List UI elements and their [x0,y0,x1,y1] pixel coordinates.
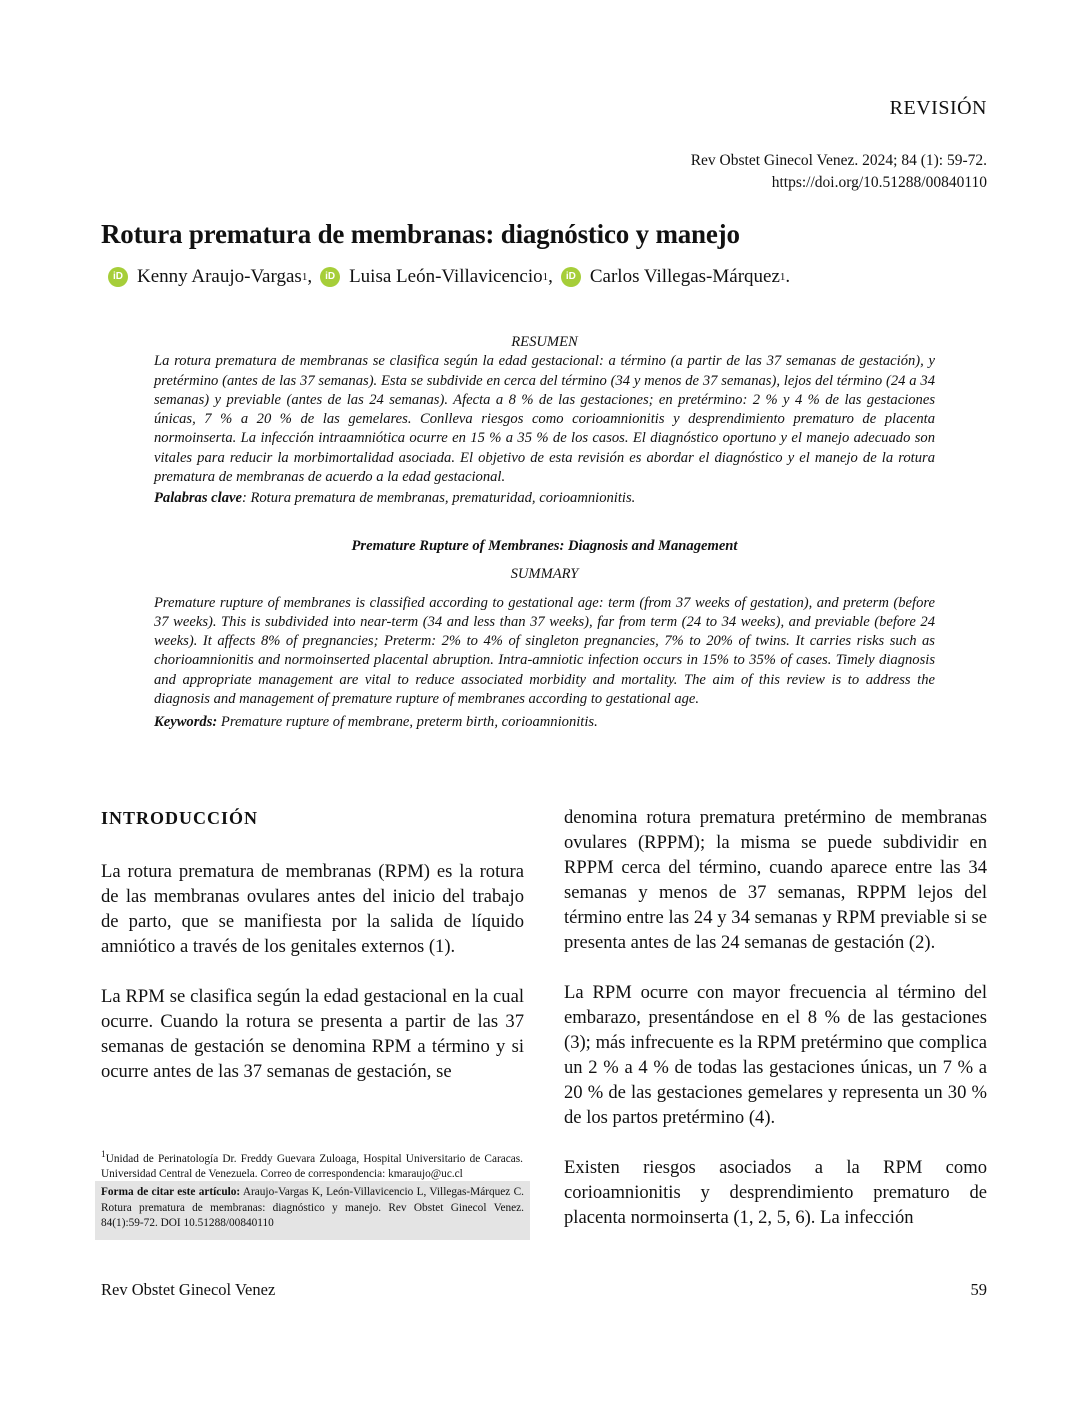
cite-box-label: Forma de citar este artículo: [101,1186,241,1198]
intro-paragraph-5: Existen riesgos asociados a la RPM como corioamnionitis y desprendimiento prematuro de placenta normoinserta (1, 2, 5, 6). La infección [564,1157,987,1228]
journal-citation [691,150,987,194]
author-separator: . [785,266,791,287]
intro-paragraph-3: denomina rotura prematura pretérmino de membranas ovulares (RPPM); la misma se puede subdividir en RPPM cerca del término, cuando aparece entre las 34 semanas y menos de 37 semanas, RPPM lejos del término entre las 24 y 34 semanas y RPM previable si se presenta antes de las 24 semanas de gestación (2). [564,807,987,953]
intro-paragraph-1: La rotura prematura de membranas (RPM) es la rotura de las membranas ovulares antes del inicio del trabajo de parto, que se manifiesta por la salida de líquido amniótico a través de los genitales externos (1). [101,861,524,957]
resumen-body: La rotura prematura de membranas se clasifica según la edad gestacional: a término (a partir de las 37 semanas de gestación), y pretérmino (antes de las 37 semanas). Esta se subdivide en cerca del término (34 y menos de 37 semanas), lejos del término (24 a 34 semanas) y previable (antes de las 24 semanas). Afecta a 8 % de las gestaciones; en pretérmino: 2 % y 4 % de las gestaciones únicas, 7 % a 20 % de las gemelares. Conlleva riesgos como corioamnionitis y desprendimiento prematuro de placenta normoinserta. La infección intraamniótica ocurre en 15 % a 35 % de los casos. El diagnóstico oportuno y el manejo adecuado son vitales para reducir la morbimortalidad asociada. El objetivo de esta revisión es abordar el diagnóstico y el manejo de la rotura prematura de membranas de acuerdo a la edad gestacional. [154,353,935,486]
cite-box [95,1181,530,1240]
resumen-section [154,333,935,509]
keywords [154,713,935,732]
right-column [564,805,987,1230]
orcid-icon[interactable]: iD [108,267,128,287]
author-2: iD Luisa León-Villavicencio 1 , [320,266,561,288]
author-3: iD Carlos Villegas-Márquez 1 . [561,266,790,288]
introduccion-heading: INTRODUCCIÓN [101,808,259,828]
author-1: iD Kenny Araujo-Vargas 1 , [108,266,320,288]
summary-heading: SUMMARY [510,566,579,583]
page-number: 59 [970,1280,987,1299]
section-label: REVISIÓN [889,97,987,119]
keywords-label: Keywords: [154,714,218,731]
author-name: Luisa León-Villavicencio [349,266,543,287]
intro-paragraph-4: La RPM ocurre con mayor frecuencia al término del embarazo, presentándose en el 8 % de las gestaciones (3); más infrecuente es la RPM pretérmino que complica un 2 % a 4 % de todas las gestaciones únicas, un 7 % a 20 % de las gestaciones gemelares y representa un 30 % de los partos pretérmino (4). [564,982,987,1128]
intro-paragraph-2: La RPM se clasifica según la edad gestacional en la cual ocurre. Cuando la rotura se presenta a partir de las 37 semanas de gestación se denomina RPM a término y si ocurre antes de las 37 semanas de gestación, se [101,986,524,1082]
author-list [108,266,790,288]
left-column [101,859,524,1084]
resumen-heading: RESUMEN [511,334,578,350]
footnote-sup: 1 [101,1150,106,1160]
palabras-clave [154,489,935,508]
orcid-icon[interactable]: iD [320,267,340,287]
author-name: Kenny Araujo-Vargas [137,266,302,287]
author-separator: , [307,266,313,287]
orcid-icon[interactable]: iD [561,267,581,287]
doi-link[interactable]: https://doi.org/10.51288/00840110 [771,174,987,191]
author-separator: , [548,266,553,287]
article-title: Rotura prematura de membranas: diagnóstico y manejo [101,219,740,249]
author-name: Carlos Villegas-Márquez [589,266,780,287]
footnote-text: Unidad de Perinatología Dr. Freddy Guevara Zuloaga, Hospital Universitario de Caracas. Universidad Central de Venezuela. Correo de correspondencia: kmaraujo@uc.cl [101,1152,523,1181]
english-title: Premature Rupture of Membranes: Diagnosis and Management [351,538,738,554]
affiliation-footnote [101,1148,523,1183]
palabras-clave-label: Palabras clave [154,490,242,507]
summary-body: Premature rupture of membranes is classified according to gestational age: term (from 37 weeks of gestation), and preterm (before 37 weeks). This is subdivided into near-term (34 and less than 37 weeks), far from term (24 to 34 weeks), and previable (before 24 weeks). It affects 8% of pregnancies; Preterm: 2% to 4% of singleton pregnancies, 7% to 20% of twins. It carries risks such as chorioamnionitis and normoinserted placental abruption. Intra-amniotic infection occurs in 15% to 35% of cases. Timely diagnosis and appropriate management are vital to reduce associated morbidity and mortality. The aim of this review is to address the diagnosis and management of premature rupture of membranes according to gestational age. [154,594,935,708]
citation-reference: Rev Obstet Ginecol Venez. 2024; 84 (1): 59-72. [690,152,987,169]
palabras-clave-text: : Rotura prematura de membranas, prematuridad, corioamnionitis. [241,490,636,507]
summary-section [154,537,935,733]
footer-journal: Rev Obstet Ginecol Venez [101,1280,276,1299]
keywords-text: Premature rupture of membrane, preterm birth, corioamnionitis. [217,714,598,731]
cite-box-text: Araujo-Vargas K, León-Villavicencio L, Villegas-Márquez C. Rotura prematura de membranas: diagnóstico y manejo. Rev Obstet Ginecol Venez. 84(1):59-72. DOI 10.51288/00840110 [101,1186,524,1229]
